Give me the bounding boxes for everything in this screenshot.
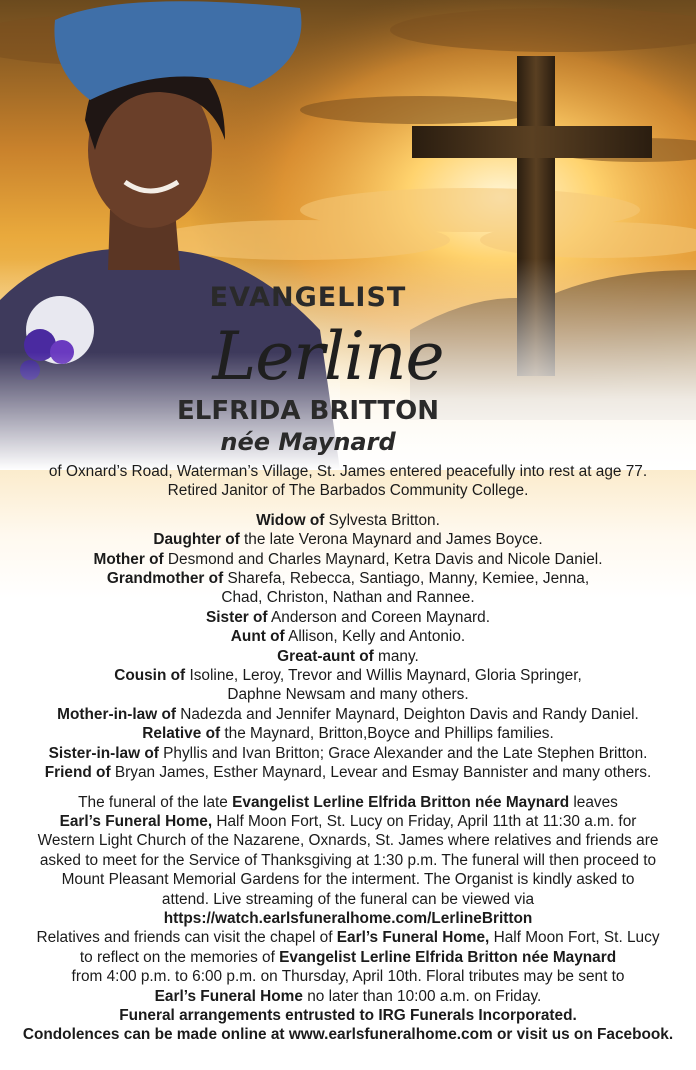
relation-text: Isoline, Leroy, Trevor and Willis Maynard, Gloria Springer,: [185, 667, 582, 685]
relation-text: the Maynard, Britton,Boyce and Phillips families.: [220, 725, 554, 743]
relation-line: [20, 511, 676, 530]
funeral-line: The funeral of the late Evangelist Lerline Elfrida Britton née Maynard leaves: [78, 793, 618, 811]
relation-text: Bryan James, Esther Maynard, Levear and Esmay Bannister and many others.: [110, 764, 652, 782]
visitation-line: from 4:00 p.m. to 6:00 p.m. on Thursday, April 10th. Floral tributes may be sent to: [71, 968, 625, 986]
relation-label: Grandmother of: [106, 570, 224, 588]
relation-line: [20, 647, 676, 666]
relation-label: Widow of: [256, 511, 325, 529]
relation-label: Relative of: [142, 725, 221, 743]
funeral-line: attend. Live streaming of the funeral can be viewed via: [161, 890, 535, 908]
relation-label: Mother-in-law of: [57, 705, 176, 723]
intro-line: Retired Janitor of The Barbados Community College.: [167, 482, 529, 500]
relation-line: [20, 666, 676, 685]
relation-line: [20, 744, 676, 763]
relation-text: Sharefa, Rebecca, Santiago, Manny, Kemiee, Jenna,: [223, 570, 590, 588]
relation-text: Allison, Kelly and Antonio.: [284, 628, 466, 646]
relation-text: Phyllis and Ivan Britton; Grace Alexander and the Late Stephen Britton.: [158, 744, 648, 762]
funeral-line: asked to meet for the Service of Thanksgiving at 1:30 p.m. The funeral will then proceed to: [39, 851, 657, 869]
relation-line: [20, 569, 676, 588]
relation-line: [20, 550, 676, 569]
relation-text: Desmond and Charles Maynard, Ketra Davis and Nicole Daniel.: [163, 550, 603, 568]
relation-text: Sylvesta Britton.: [324, 511, 440, 529]
visitation-line: Earl’s Funeral Home no later than 10:00 a.m. on Friday.: [154, 987, 542, 1005]
obituary-body: [20, 462, 676, 1045]
relation-label: Daughter of: [153, 531, 240, 549]
relation-label: Sister-in-law of: [48, 744, 159, 762]
relation-text: Nadezda and Jennifer Maynard, Deighton Davis and Randy Daniel.: [175, 705, 639, 723]
relation-line-cont: Chad, Christon, Nathan and Rannee.: [221, 589, 475, 607]
relation-line: [20, 724, 676, 743]
relation-label: Mother of: [93, 550, 164, 568]
visitation-line: to reflect on the memories of Evangelist Lerline Elfrida Britton née Maynard: [79, 948, 617, 966]
relation-line: [20, 608, 676, 627]
relation-text: many.: [373, 647, 419, 665]
relation-text: Anderson and Coreen Maynard.: [267, 608, 491, 626]
relation-text: the late Verona Maynard and James Boyce.: [239, 531, 543, 549]
maiden-name: née Maynard: [220, 428, 396, 456]
relation-line: [20, 627, 676, 646]
funeral-line: Mount Pleasant Memorial Gardens for the interment. The Organist is kindly asked to: [61, 871, 635, 889]
surname-heading: ELFRIDA BRITTON: [177, 396, 439, 426]
relation-label: Cousin of: [114, 667, 186, 685]
relation-line-cont: Daphne Newsam and many others.: [227, 686, 469, 704]
title-prefix: EVANGELIST: [209, 282, 407, 313]
relation-label: Friend of: [44, 764, 111, 782]
relation-label: Sister of: [205, 608, 268, 626]
relation-line: [20, 705, 676, 724]
relation-line: [20, 763, 676, 782]
funeral-line: Western Light Church of the Nazarene, Oxnards, St. James where relatives and friends are: [37, 832, 659, 850]
relation-line: [20, 530, 676, 549]
visitation-line: Relatives and friends can visit the chapel of Earl’s Funeral Home, Half Moon Fort, St. Lucy: [36, 929, 660, 947]
relation-label: Aunt of: [230, 628, 285, 646]
relation-label: Great-aunt of: [277, 647, 374, 665]
condolences-line: Condolences can be made online at www.earlsfuneralhome.com or visit us on Facebook.: [22, 1026, 674, 1044]
first-name-script: Lerline: [212, 318, 444, 395]
livestream-link[interactable]: https://watch.earlsfuneralhome.com/LerlineBritton: [163, 909, 533, 927]
funeral-line: Earl’s Funeral Home, Half Moon Fort, St. Lucy on Friday, April 11th at 11:30 a.m. for: [59, 812, 637, 830]
intro-line: of Oxnard’s Road, Waterman’s Village, St. James entered peacefully into rest at age 77.: [48, 463, 648, 480]
arrangements-line: Funeral arrangements entrusted to IRG Funerals Incorporated.: [119, 1006, 577, 1024]
